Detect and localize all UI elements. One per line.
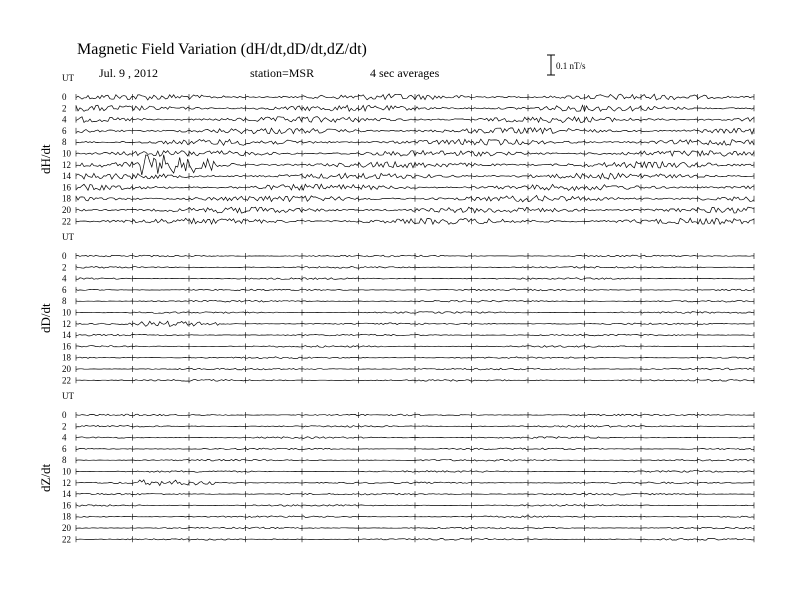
hour-label: 0 (62, 251, 67, 261)
hour-label: 10 (62, 148, 71, 159)
hour-label: 14 (62, 489, 71, 500)
hour-label: 12 (62, 477, 71, 488)
hour-label: 8 (62, 296, 67, 307)
hour-label: 0 (62, 92, 67, 102)
scale-bar-label: 0.1 nT/s (556, 61, 586, 71)
hour-label: 18 (62, 193, 71, 204)
hour-label: 22 (62, 375, 71, 386)
hour-label: 16 (62, 500, 71, 511)
hour-label: 4 (62, 114, 67, 125)
hour-label: 4 (62, 432, 67, 443)
hour-label: 22 (62, 216, 71, 227)
averaging-label: 4 sec averages (370, 66, 440, 80)
hour-label: 6 (62, 443, 67, 454)
hour-label: 20 (62, 364, 71, 374)
ut-axis-label: UT (62, 232, 74, 242)
panel-dZ-dt (38, 391, 754, 544)
hour-label: 0 (62, 410, 67, 420)
panel-dH-dt (38, 73, 754, 226)
ut-axis-label: UT (62, 391, 74, 401)
hour-label: 4 (62, 273, 67, 284)
hour-label: 8 (62, 137, 67, 148)
y-axis-label: dZ/dt (38, 463, 53, 492)
hour-label: 2 (62, 421, 67, 432)
hour-label: 20 (62, 205, 71, 215)
hour-label: 2 (62, 103, 67, 114)
trace-ticks (76, 139, 754, 145)
hour-label: 14 (62, 171, 71, 182)
trace-ticks (76, 332, 754, 338)
hour-label: 20 (62, 523, 71, 533)
ut-axis-label: UT (62, 73, 74, 83)
hour-label: 2 (62, 262, 67, 273)
y-axis-label: dH/dt (38, 144, 53, 174)
hour-label: 18 (62, 511, 71, 522)
hour-label: 16 (62, 182, 71, 193)
chart-title: Magnetic Field Variation (dH/dt,dD/dt,dZ/dt) (77, 41, 367, 58)
hour-label: 6 (62, 125, 67, 136)
hour-label: 10 (62, 466, 71, 477)
panel-dD-dt (38, 232, 754, 385)
hour-label: 16 (62, 341, 71, 352)
hour-label: 22 (62, 534, 71, 545)
hour-label: 12 (62, 318, 71, 329)
date-label: Jul. 9 , 2012 (99, 66, 159, 80)
scale-bar (547, 55, 586, 75)
hour-label: 10 (62, 307, 71, 318)
hour-label: 14 (62, 330, 71, 341)
hour-label: 8 (62, 455, 67, 466)
hour-label: 12 (62, 159, 71, 170)
y-axis-label: dD/dt (38, 303, 53, 333)
hour-label: 6 (62, 284, 67, 295)
station-label: station=MSR (250, 66, 315, 80)
hour-label: 18 (62, 352, 71, 363)
